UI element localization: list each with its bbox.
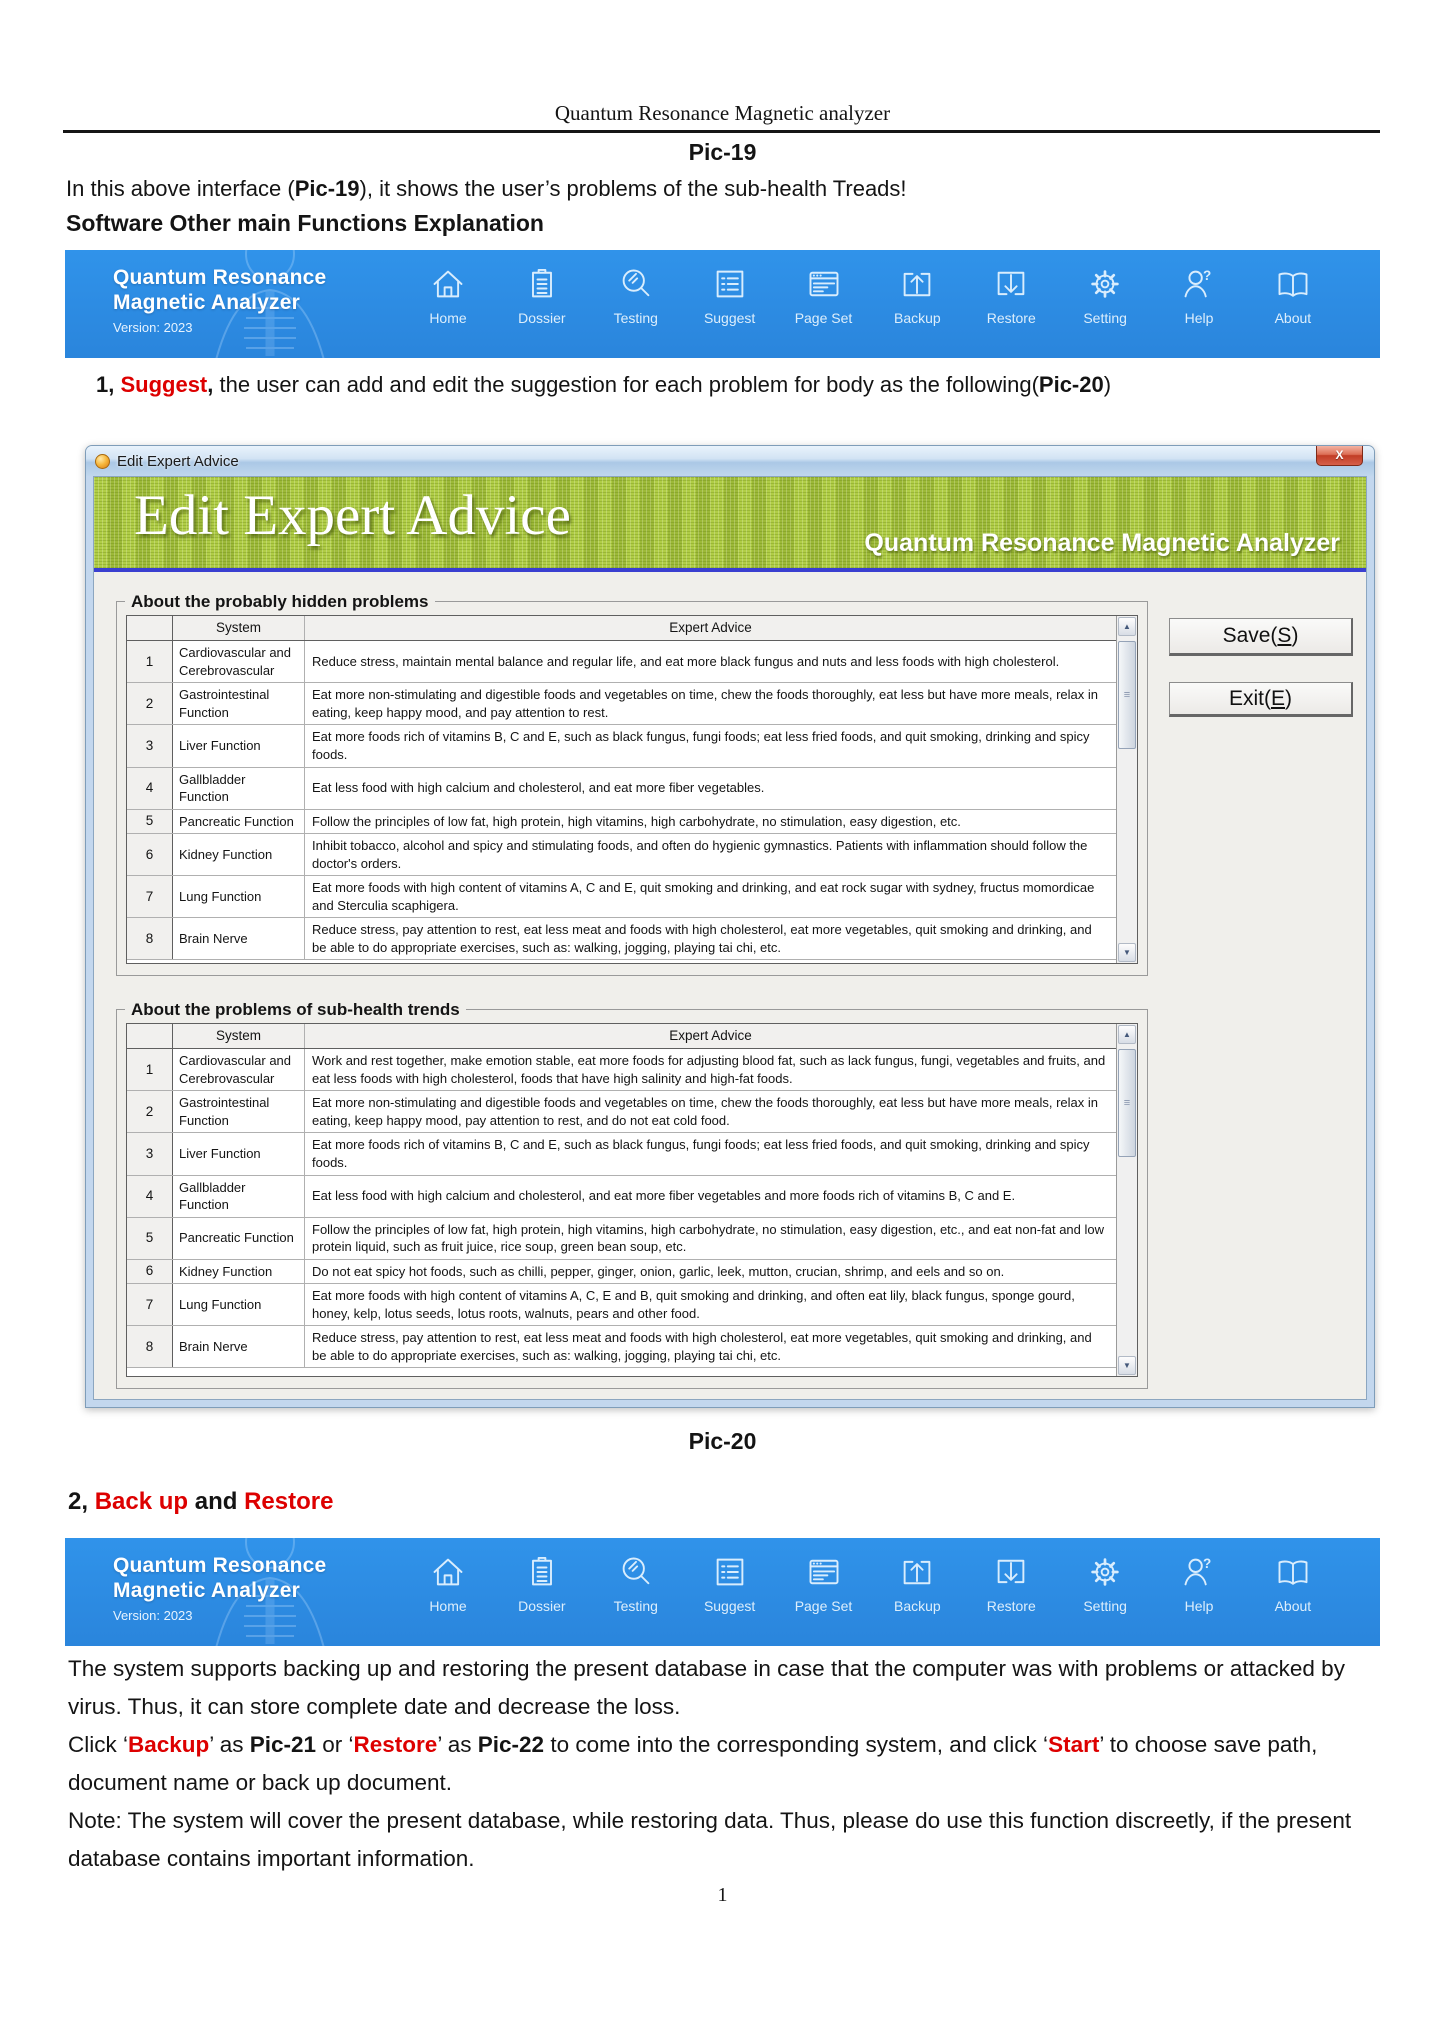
system-cell: Pancreatic Function [173,1218,305,1259]
toolbar-item-label: Page Set [794,310,853,326]
toolbar-item-label: Restore [986,310,1036,326]
text-segment: , [207,372,220,397]
toolbar-version: Version: 2023 [113,1608,193,1623]
toolbar-version: Version: 2023 [113,320,193,335]
toolbar-brand [113,1553,326,1623]
text-segment: Pic-21 [249,1732,317,1757]
paragraph-backup-click [68,1726,1382,1802]
page-set-icon [806,266,842,302]
table-row [127,725,1116,767]
text-segment: the user can add and edit the suggestion for each problem for body as the following( [219,372,1039,397]
home-icon [430,266,466,302]
toolbar-item-label: Restore [986,1598,1036,1614]
text-segment: and [188,1488,245,1515]
table-row [127,768,1116,810]
system-cell: Liver Function [173,1133,305,1174]
text-segment: ) [1103,372,1112,397]
column-header [127,616,173,640]
window-title: Edit Expert Advice [117,452,239,470]
table-row [127,641,1116,683]
row-number-cell: 5 [127,810,173,834]
table-row [127,683,1116,725]
column-header: System [173,1024,305,1048]
intro-paragraph [66,176,907,202]
toolbar-items [403,266,1338,326]
column-header [127,1024,173,1048]
toolbar-item-label: Help [1184,310,1214,326]
scroll-down-button[interactable]: ▼ [1118,943,1136,962]
backup-restore-heading [68,1488,333,1516]
toolbar-app-title-line1: Quantum Resonance [113,1554,327,1577]
text-segment: ’ as [437,1732,478,1757]
toolbar-item-setting[interactable] [1060,266,1150,326]
toolbar-item-label: Suggest [703,310,756,326]
row-number-cell: 5 [127,1218,173,1259]
expert-advice-cell[interactable]: Eat less food with high calcium and cholesterol, and eat more fiber vegetables and more foods rich of vitamins B, C and E. [312,1188,1016,1204]
page-set-icon [806,1554,842,1590]
toolbar-item-testing[interactable] [591,1554,681,1614]
table-header-row [127,1024,1116,1049]
banner-title: Edit Expert Advice [134,484,571,547]
row-number-cell: 2 [127,1091,173,1132]
page-number: 1 [717,1884,728,1906]
expert-advice-cell[interactable]: Do not eat spicy hot foods, such as chilli, pepper, ginger, onion, garlic, leek, mutton, crucian, shrimp, and eels and so on. [312,1263,1005,1279]
text-segment: to come into the corresponding system, and click ‘ [544,1732,1049,1757]
help-icon [1181,1554,1217,1590]
toolbar-item-label: Setting [1083,310,1127,326]
testing-icon [618,1554,654,1590]
system-cell: Brain Nerve [173,918,305,959]
scroll-up-button[interactable]: ▲ [1118,1025,1136,1044]
system-cell: Kidney Function [173,1260,305,1284]
expert-advice-cell[interactable]: Inhibit tobacco, alcohol and spicy and stimulating foods, and often do hygienic gymnastics. Patients with inflammation should follow the doctor's orders. [312,838,1088,871]
system-cell: Liver Function [173,725,305,766]
toolbar-item-about[interactable] [1248,266,1338,326]
toolbar-screenshot-pic19 [65,250,1380,358]
expert-advice-cell[interactable]: Eat more non-stimulating and digestible foods and vegetables on time, chew the foods thoroughly, eat less but have more meals, relax in eating, keep happy mood, pay attention to rest, and do not eat cold food. [312,1095,1098,1128]
text-segment: ), it shows the user’s problems of the sub-health Treads! [359,176,907,201]
column-header: Expert Advice [669,620,752,635]
toolbar-item-restore[interactable] [966,1554,1056,1614]
toolbar-item-label: About [1274,1598,1312,1614]
text-segment: ’ to choose save path, document name or back up document. [68,1732,1318,1795]
toolbar-item-backup[interactable] [872,1554,962,1614]
text-segment: Restore [353,1732,438,1757]
expert-advice-cell[interactable]: Reduce stress, pay attention to rest, eat less meat and foods with high cholesterol, eat more vegetables, quit smoking and drinking, and be able to do appropriate exercises, such as: walking, jogging, playing tai chi, etc. [312,922,1092,955]
row-number-cell: 4 [127,1176,173,1217]
text-segment: Restore [244,1488,334,1515]
pic20-caption: Pic-20 [688,1428,757,1454]
hidden-problems-table [126,615,1138,964]
expert-advice-cell[interactable]: Eat more foods rich of vitamins B, C and E, such as black fungus, fungi foods; eat less fried foods, and quit smoking, drinking and spicy foods. [312,729,1090,762]
toolbar-app-title [113,265,326,315]
expert-advice-cell[interactable]: Eat more foods with high content of vitamins A, C, E and B, quit smoking and drinking, and often eat lily, black fungus, sponge gourd, honey, kelp, lotus seeds, lotus roots, walnuts, pears and other food. [312,1288,1075,1321]
system-cell: Cardiovascular and Cerebrovascular [173,1049,305,1090]
edit-expert-advice-window [85,445,1375,1408]
testing-icon [618,266,654,302]
toolbar-item-backup[interactable] [872,266,962,326]
toolbar-app-title-line2: Magnetic Analyzer [113,1579,301,1602]
text-segment: Back up [94,1488,189,1515]
save-hotkey: S [1277,624,1292,647]
toolbar-item-label: Backup [894,310,941,326]
row-number-cell: 1 [127,1049,173,1090]
text-segment: 2, [68,1488,95,1515]
toolbar-item-label: Dossier [518,1598,566,1614]
table-scrollbar[interactable] [1116,616,1137,963]
toolbar-item-label: Home [429,310,467,326]
table-row [127,1218,1116,1260]
row-number-cell: 4 [127,768,173,809]
help-icon [1181,266,1217,302]
backup-icon [899,1554,935,1590]
scrollbar-thumb[interactable]: ≡ [1118,641,1136,749]
window-titlebar[interactable] [86,446,1374,476]
group-subhealth-trends [116,1000,1148,1389]
toolbar-item-label: Backup [894,1598,941,1614]
scroll-down-button[interactable]: ▼ [1118,1356,1136,1375]
table-row [127,1260,1116,1285]
text-segment: Pic-22 [477,1732,545,1757]
text-segment: Pic-19 [294,176,360,201]
toolbar-item-label: Home [429,1598,467,1614]
about-icon [1275,266,1311,302]
text-segment: Suggest [120,372,208,397]
scrollbar-thumb[interactable]: ≡ [1118,1049,1136,1157]
table-row [127,1133,1116,1175]
column-header: System [173,616,305,640]
dossier-icon [524,1554,560,1590]
row-number-cell: 3 [127,725,173,766]
pic19-caption: Pic-19 [688,139,757,165]
exit-button-label-end: ) [1285,686,1292,710]
text-segment: ’ as [209,1732,250,1757]
text-segment: 1, [96,372,121,397]
scroll-up-button[interactable]: ▲ [1118,617,1136,636]
home-icon [430,1554,466,1590]
table-row [127,1049,1116,1091]
toolbar-item-label: Suggest [703,1598,756,1614]
toolbar-item-restore[interactable] [966,266,1056,326]
system-cell: Pancreatic Function [173,810,305,834]
body-text [68,1650,1382,1878]
toolbar-item-help[interactable] [1154,266,1244,326]
text-segment: Click ‘ [68,1732,128,1757]
row-number-cell: 6 [127,1260,173,1284]
toolbar-item-setting[interactable] [1060,1554,1150,1614]
toolbar-item-label: Setting [1083,1598,1127,1614]
system-cell: Cardiovascular and Cerebrovascular [173,641,305,682]
exit-button-label: Exit( [1228,686,1271,710]
table-row [127,810,1116,835]
window-body [93,476,1367,1400]
system-cell: Kidney Function [173,834,305,875]
exit-button[interactable] [1169,682,1353,717]
toolbar-item-dossier[interactable] [497,1554,587,1614]
toolbar-app-title [113,1553,326,1603]
table-row [127,918,1116,960]
text-segment: or ‘ [316,1732,354,1757]
document-header-title: Quantum Resonance Magnetic analyzer [554,101,891,125]
text-segment: In this above interface ( [66,176,295,201]
toolbar-item-home[interactable] [403,266,493,326]
header-rule [63,130,1380,133]
suggest-paragraph [96,372,1111,398]
column-header: Expert Advice [669,1028,752,1043]
save-button-label: Save( [1222,624,1278,647]
row-number-cell: 7 [127,1284,173,1325]
save-button[interactable] [1169,618,1353,656]
restore-icon [993,266,1029,302]
table-row [127,876,1116,918]
setting-icon [1087,1554,1123,1590]
table-row [127,1284,1116,1326]
paragraph-backup-intro: The system supports backing up and restoring the present database in case that the computer was with problems or attacked by virus. Thus, it can store complete date and decrease the loss. [68,1656,1345,1719]
row-number-cell: 6 [127,834,173,875]
toolbar-item-about[interactable] [1248,1554,1338,1614]
backup-icon [899,266,935,302]
row-number-cell: 3 [127,1133,173,1174]
exit-hotkey: E [1270,686,1285,710]
expert-advice-cell[interactable]: Reduce stress, pay attention to rest, eat less meat and foods with high cholesterol, eat more vegetables, quit smoking and drinking, and be able to do appropriate exercises, such as: walking, jogging, playing tai chi, etc. [312,1330,1092,1363]
text-segment: Pic-20 [1038,372,1104,397]
toolbar-item-pageset[interactable] [779,266,869,326]
system-cell: Gallbladder Function [173,768,305,809]
toolbar-brand [113,265,326,335]
close-button[interactable] [1316,446,1363,466]
group-hidden-problems [116,592,1148,976]
section-heading: Software Other main Functions Explanation [66,210,544,236]
suggest-icon [712,266,748,302]
expert-advice-cell[interactable]: Eat less food with high calcium and cholesterol, and eat more fiber vegetables. [312,780,765,796]
expert-advice-cell[interactable]: Work and rest together, make emotion stable, eat more foods for adjusting blood fat, such as lack fungus, fungi, vegetables and fruits, and eat less foods with high cholesterol, foods that have high salinity and high-fat foods. [312,1053,1106,1086]
banner-subtitle: Quantum Resonance Magnetic Analyzer [864,529,1340,557]
text-segment: Start [1048,1732,1100,1757]
system-cell: Gallbladder Function [173,1176,305,1217]
restore-icon [993,1554,1029,1590]
dossier-icon [524,266,560,302]
paragraph-note: Note: The system will cover the present database, while restoring data. Thus, please do use this function discreetly, if the present database contains important information. [68,1808,1352,1871]
close-icon: X [1335,448,1344,462]
expert-advice-cell[interactable]: Reduce stress, maintain mental balance and regular life, and eat more black fungus and nuts and less foods with high cholesterol. [312,653,1060,669]
system-cell: Gastrointestinal Function [173,683,305,724]
toolbar-item-label: About [1274,310,1312,326]
toolbar-item-testing[interactable] [591,266,681,326]
suggest-icon [712,1554,748,1590]
table-header-row [127,616,1116,641]
table-scrollbar[interactable] [1116,1024,1137,1376]
system-cell: Brain Nerve [173,1326,305,1367]
row-number-cell: 8 [127,1326,173,1367]
table-row [127,834,1116,876]
save-button-label-end: ) [1291,624,1299,647]
system-cell: Lung Function [173,1284,305,1325]
system-cell: Gastrointestinal Function [173,1091,305,1132]
expert-advice-cell[interactable]: Eat more non-stimulating and digestible foods and vegetables on time, chew the foods thoroughly, eat less but have more meals, relax in eating, keep happy mood, and pay attention to rest. [312,687,1098,720]
toolbar-app-title-line1: Quantum Resonance [113,266,327,289]
toolbar-item-suggest[interactable] [685,266,775,326]
toolbar-item-suggest[interactable] [685,1554,775,1614]
expert-advice-cell[interactable]: Follow the principles of low fat, high protein, high vitamins, high carbohydrate, no stimulation, easy digestion, etc., and eat non-fat and low protein liquid, such as fruit juice, rice soup, green bean soup, etc. [312,1221,1105,1255]
toolbar-screenshot-backup [65,1538,1380,1646]
window-content [94,576,1366,1399]
toolbar-item-help[interactable] [1154,1554,1244,1614]
toolbar-app-title-line2: Magnetic Analyzer [113,291,301,314]
toolbar-item-home[interactable] [403,1554,493,1614]
toolbar-item-label: Page Set [794,1598,853,1614]
subhealth-trends-table [126,1023,1138,1377]
expert-advice-cell[interactable]: Eat more foods with high content of vitamins A, C and E, quit smoking and drinking, and eat rock sugar with sydney, fructus momordicae and Sterculia scaphigera. [312,880,1095,913]
toolbar-items [403,1554,1338,1614]
group-subhealth-trends-legend: About the problems of sub-health trends [125,1000,466,1020]
row-number-cell: 2 [127,683,173,724]
toolbar-item-label: Help [1184,1598,1214,1614]
text-segment: Backup [128,1732,210,1757]
toolbar-item-label: Testing [613,310,658,326]
table-row [127,1326,1116,1368]
setting-icon [1087,266,1123,302]
expert-advice-cell[interactable]: Eat more foods rich of vitamins B, C and E, such as black fungus, fungi foods; eat less fried foods, and quit smoking, drinking and spicy foods. [312,1137,1090,1170]
group-hidden-problems-legend: About the probably hidden problems [125,592,435,612]
row-number-cell: 1 [127,641,173,682]
row-number-cell: 7 [127,876,173,917]
about-icon [1275,1554,1311,1590]
system-cell: Lung Function [173,876,305,917]
window-banner [94,477,1366,572]
row-number-cell: 8 [127,918,173,959]
window-icon [95,454,110,469]
table-row [127,1176,1116,1218]
table-row [127,1091,1116,1133]
expert-advice-cell[interactable]: Follow the principles of low fat, high protein, high vitamins, high carbohydrate, no stimulation, easy digestion, etc. [312,813,961,829]
toolbar-item-label: Dossier [518,310,566,326]
toolbar-item-pageset[interactable] [779,1554,869,1614]
toolbar-item-label: Testing [613,1598,658,1614]
toolbar-item-dossier[interactable] [497,266,587,326]
